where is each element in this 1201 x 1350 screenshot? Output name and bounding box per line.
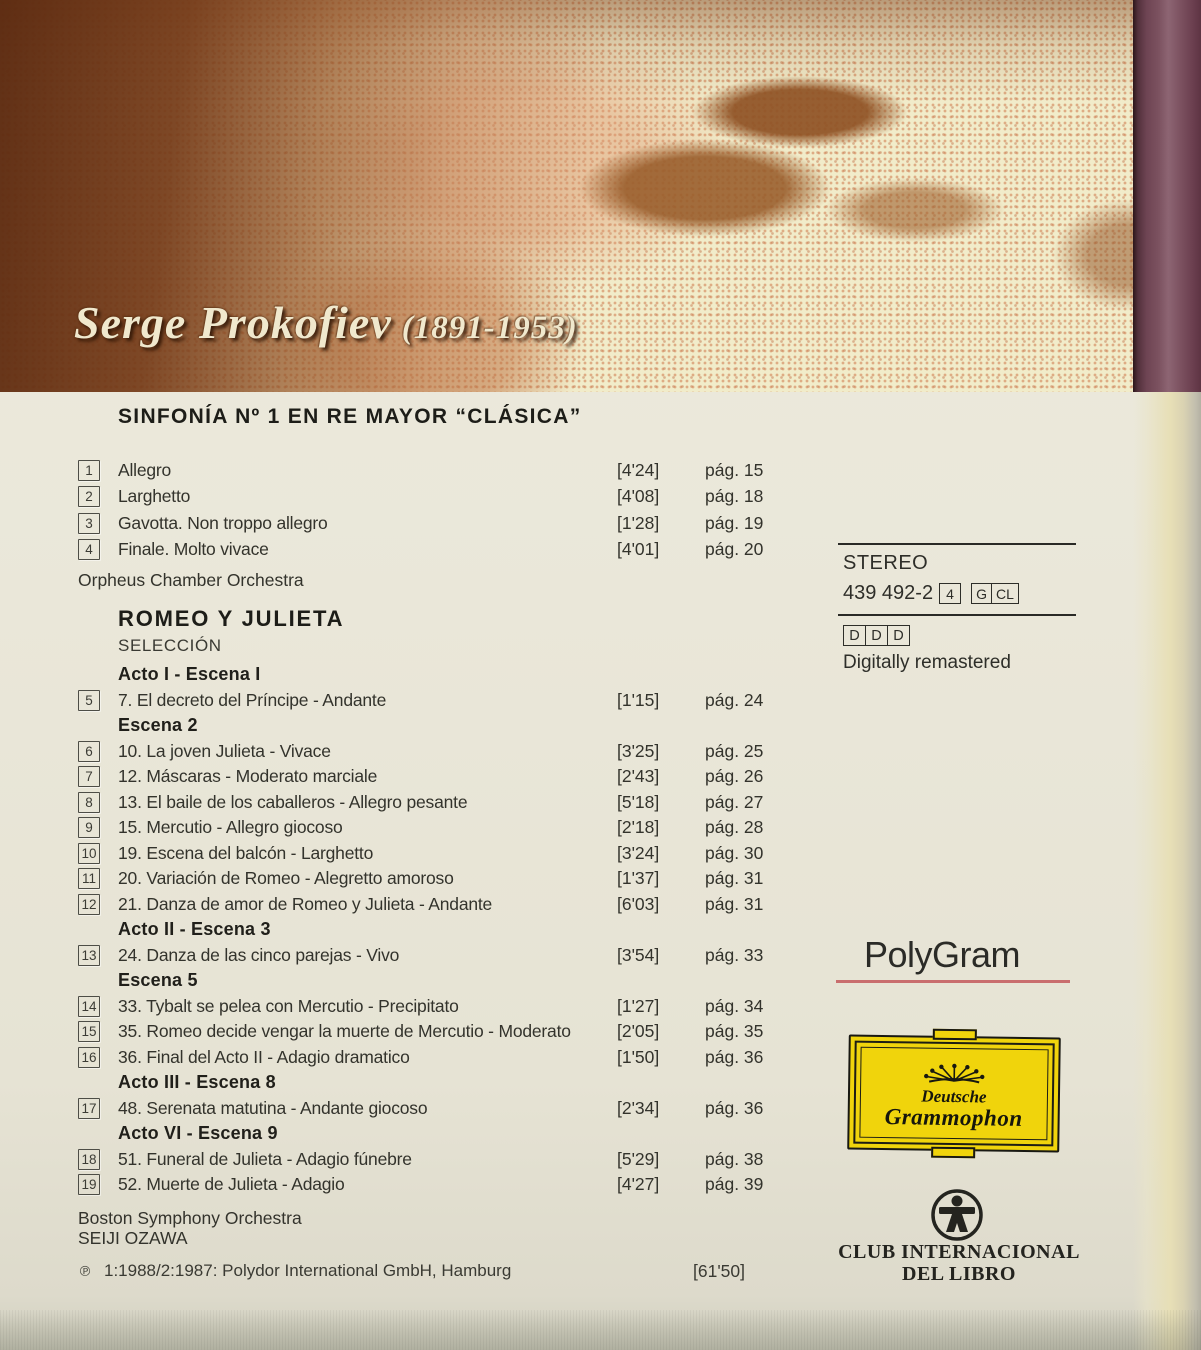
track-duration: [4'08] — [617, 486, 660, 507]
track-row — [78, 764, 790, 790]
track-title: 20. Variación de Romeo - Alegretto amoroso — [118, 868, 454, 889]
scene-heading-row — [78, 917, 790, 943]
track-number-box: 15 — [78, 1021, 100, 1042]
track-title: 35. Romeo decide vengar la muerte de Mercutio - Moderato — [118, 1021, 571, 1042]
track-number-box: 3 — [78, 513, 100, 534]
ddd-recording-badge — [843, 625, 910, 646]
dg-wordmark: Deutsche Grammophon — [884, 1086, 1023, 1131]
dg-inner-frame — [853, 1041, 1054, 1147]
track-duration: [5'29] — [617, 1148, 660, 1169]
catalog-box-4: 4 — [939, 583, 961, 604]
track-number-box: 6 — [78, 741, 100, 762]
track-page: pág. 25 — [705, 740, 764, 761]
scene-heading: Acto VI - Escena 9 — [118, 1123, 278, 1144]
track-number-box: 4 — [78, 539, 100, 560]
track-number-box: 13 — [78, 945, 100, 966]
track-title: 15. Mercutio - Allegro giocoso — [118, 817, 343, 838]
divider-line-top — [838, 543, 1076, 545]
divider-line-bottom — [838, 614, 1076, 616]
label-code-cl: CL — [991, 584, 1018, 603]
track-page: pág. 36 — [705, 1097, 764, 1118]
track-duration: [4'01] — [617, 539, 660, 560]
track-duration: [4'24] — [617, 459, 660, 480]
dg-inner-panel — [859, 1047, 1048, 1141]
track-page: pág. 26 — [705, 766, 764, 787]
track-duration: [1'15] — [617, 689, 660, 710]
track-duration: [2'43] — [617, 766, 660, 787]
track-row — [78, 537, 790, 564]
credits-block — [78, 1208, 790, 1281]
track-page: pág. 36 — [705, 1046, 764, 1067]
track-number-box: 11 — [78, 868, 100, 889]
track-duration: [4'27] — [617, 1174, 660, 1195]
track-title: 51. Funeral de Julieta - Adagio fúnebre — [118, 1148, 412, 1169]
track-row — [78, 688, 790, 714]
track-page: pág. 20 — [705, 539, 764, 560]
track-number-box: 19 — [78, 1174, 100, 1195]
track-duration: [2'18] — [617, 817, 660, 838]
track-title: Larghetto — [118, 486, 191, 507]
track-duration: [6'03] — [617, 893, 660, 914]
stereo-label: STEREO — [843, 552, 929, 574]
track-duration: [3'25] — [617, 740, 660, 761]
symphony-orchestra: Orpheus Chamber Orchestra — [78, 570, 304, 590]
track-title: Finale. Molto vivace — [118, 539, 269, 560]
track-title: Gavotta. Non troppo allegro — [118, 512, 328, 533]
track-page: pág. 31 — [705, 893, 764, 914]
scene-heading-row — [78, 1121, 790, 1147]
track-row — [78, 457, 790, 484]
track-row — [78, 1019, 790, 1045]
track-number-box: 14 — [78, 996, 100, 1017]
track-title: Allegro — [118, 459, 172, 480]
ballet-title: ROMEO Y JULIETA — [118, 606, 345, 631]
ddd-letter: D — [843, 625, 866, 646]
track-number-box: 17 — [78, 1098, 100, 1119]
track-row — [78, 943, 790, 969]
credits-orchestra: Boston Symphony Orchestra — [78, 1207, 302, 1228]
phonogram-icon: ℗ — [78, 1263, 92, 1280]
polygram-underline — [836, 980, 1070, 983]
track-row — [78, 739, 790, 765]
track-duration: [5'18] — [617, 791, 660, 812]
track-page: pág. 28 — [705, 817, 764, 838]
cover-photo — [0, 0, 1135, 392]
ballet-subtitle: SELECCIÓN — [118, 636, 222, 655]
total-duration: [61'50] — [693, 1260, 745, 1281]
copyright-text: 1:1988/2:1987: Polydor International GmbH, Hamburg — [104, 1260, 512, 1280]
scene-heading: Acto II - Escena 3 — [118, 919, 271, 940]
track-title: 19. Escena del balcón - Larghetto — [118, 842, 374, 863]
track-page: pág. 15 — [705, 459, 764, 480]
book-spine — [1133, 0, 1201, 392]
track-duration: [2'34] — [617, 1097, 660, 1118]
artist-name: Serge Prokofiev — [74, 297, 392, 348]
polygram-logo: PolyGram — [864, 934, 1021, 975]
catalog-number: 439 492-2 — [843, 582, 934, 604]
tulip-crest-icon — [915, 1060, 993, 1085]
track-page: pág. 24 — [705, 689, 764, 710]
ddd-letter: D — [866, 625, 888, 646]
track-page: pág. 34 — [705, 995, 764, 1016]
label-code-boxes — [971, 583, 1019, 604]
track-page: pág. 38 — [705, 1148, 764, 1169]
track-row — [78, 1096, 790, 1122]
track-number-box: 12 — [78, 894, 100, 915]
track-row — [78, 1147, 790, 1173]
page-right-edge — [1133, 392, 1201, 1350]
track-page: pág. 30 — [705, 842, 764, 863]
scene-heading: Acto I - Escena I — [118, 664, 261, 685]
track-title: 48. Serenata matutina - Andante giocoso — [118, 1097, 428, 1118]
track-row — [78, 484, 790, 511]
label-code-g: G — [976, 585, 987, 602]
copyright-row — [78, 1261, 790, 1281]
deutsche-grammophon-logo — [847, 1035, 1061, 1153]
track-row — [78, 841, 790, 867]
track-number-box: 8 — [78, 792, 100, 813]
track-listing — [70, 405, 790, 1281]
artist-years: (1891-1953) — [401, 310, 578, 346]
scene-heading-row — [78, 968, 790, 994]
track-page: pág. 19 — [705, 512, 764, 533]
track-duration: [3'54] — [617, 944, 660, 965]
track-title: 7. El decreto del Príncipe - Andante — [118, 689, 387, 710]
scan-bottom-edge — [0, 1310, 1201, 1350]
track-page: pág. 27 — [705, 791, 764, 812]
track-row — [78, 815, 790, 841]
track-number-box: 1 — [78, 460, 100, 481]
track-page: pág. 35 — [705, 1021, 764, 1042]
catalog-number-row — [843, 582, 1019, 605]
track-title: 36. Final del Acto II - Adagio dramatico — [118, 1046, 410, 1067]
track-row — [78, 866, 790, 892]
track-duration: [3'24] — [617, 842, 660, 863]
track-page: pág. 39 — [705, 1174, 764, 1195]
track-row — [78, 994, 790, 1020]
track-row — [78, 1045, 790, 1071]
track-title: 10. La joven Julieta - Vivace — [118, 740, 331, 761]
club-logo-icon — [926, 1188, 988, 1244]
track-duration: [1'37] — [617, 868, 660, 889]
track-row — [78, 1172, 790, 1198]
scene-heading-row — [78, 713, 790, 739]
track-page: pág. 18 — [705, 486, 764, 507]
track-title: 24. Danza de las cinco parejas - Vivo — [118, 944, 400, 965]
track-row — [78, 510, 790, 537]
scene-heading: Escena 2 — [118, 715, 198, 736]
track-number-box: 2 — [78, 486, 100, 507]
track-title: 52. Muerte de Julieta - Adagio — [118, 1174, 345, 1195]
remastered-label: Digitally remastered — [843, 652, 1011, 673]
track-page: pág. 31 — [705, 868, 764, 889]
scene-heading-row — [78, 662, 790, 688]
track-title: 12. Máscaras - Moderato marciale — [118, 766, 378, 787]
track-duration: [1'50] — [617, 1046, 660, 1067]
track-title: 13. El baile de los caballeros - Allegro pesante — [118, 791, 468, 812]
track-number-box: 16 — [78, 1047, 100, 1068]
track-number-box: 10 — [78, 843, 100, 864]
track-number-box: 9 — [78, 817, 100, 838]
track-duration: [1'27] — [617, 995, 660, 1016]
track-number-box: 18 — [78, 1149, 100, 1170]
scene-heading: Escena 5 — [118, 970, 198, 991]
track-row — [78, 790, 790, 816]
symphony-tracks — [78, 457, 790, 563]
credits-conductor: SEIJI OZAWA — [78, 1227, 188, 1248]
track-row — [78, 892, 790, 918]
track-title: 33. Tybalt se pelea con Mercutio - Precipitato — [118, 995, 459, 1016]
track-duration: [2'05] — [617, 1021, 660, 1042]
symphony-title: SINFONÍA Nº 1 EN RE MAYOR “CLÁSICA” — [118, 405, 582, 428]
ddd-letter: D — [888, 625, 910, 646]
scene-heading-row — [78, 1070, 790, 1096]
track-duration: [1'28] — [617, 512, 660, 533]
ballet-rows — [78, 662, 790, 1198]
track-number-box: 7 — [78, 766, 100, 787]
scene-heading: Acto III - Escena 8 — [118, 1072, 276, 1093]
artist-title — [74, 296, 578, 349]
track-page: pág. 33 — [705, 944, 764, 965]
track-title: 21. Danza de amor de Romeo y Julieta - Andante — [118, 893, 493, 914]
track-number-box: 5 — [78, 690, 100, 711]
club-wordmark: CLUB INTERNACIONAL DEL LIBRO — [838, 1241, 1080, 1285]
